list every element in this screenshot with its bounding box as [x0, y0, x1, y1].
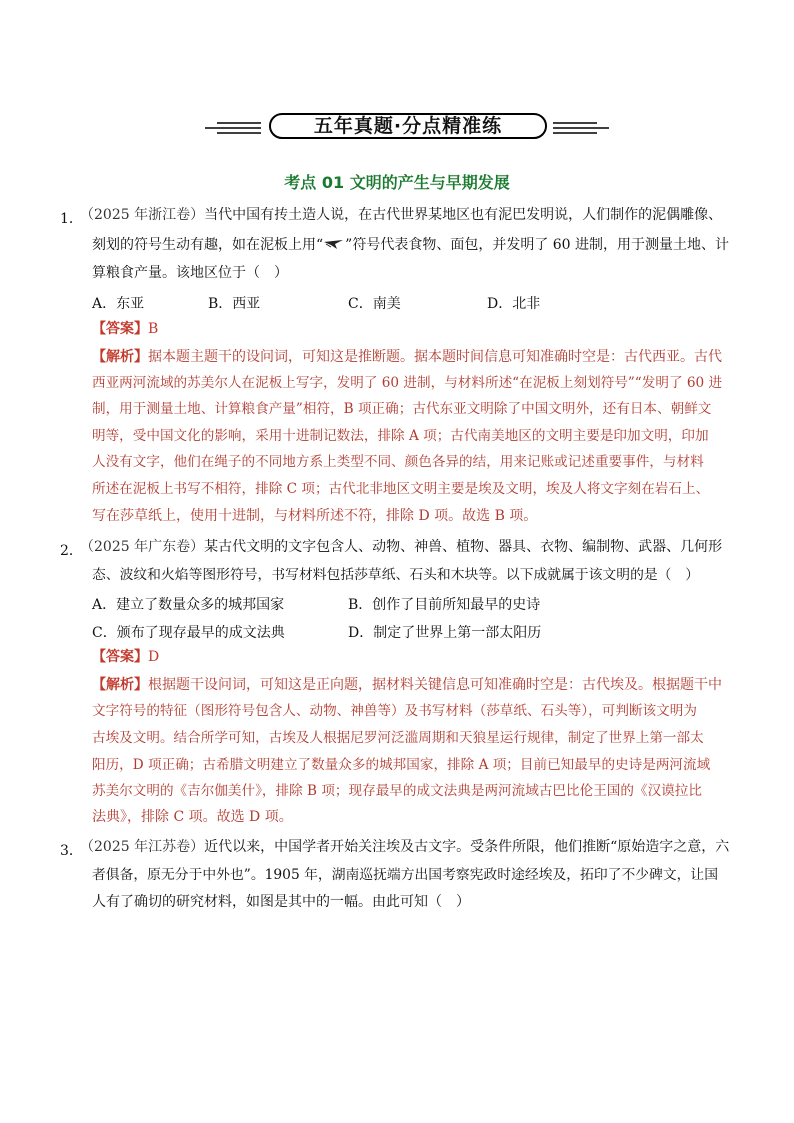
decorative-lines-right-icon	[553, 121, 609, 135]
analysis-text: 苏美尔文明的《吉尔伽美什》，排除 B 项；现存最早的成文法典是两河流域古巴比伦王国的《汉谟拉比	[92, 783, 702, 799]
question-text: ”符号代表食物、面包，并发明了 60 进制，用于测量土地、计	[345, 237, 730, 253]
answer-label: 【答案】	[92, 649, 148, 665]
analysis-text: 根据题干设问词，可知这是正向题，据材料关键信息可知准确时空是：古代埃及。根据题干中	[148, 677, 722, 693]
analysis-label: 【解析】	[92, 349, 148, 365]
analysis-text: 西亚两河流域的苏美尔人在泥板上写字，发明了 60 进制，与材料所述“在泥板上刻划符号”“发明了 60 进	[92, 375, 723, 391]
option-d[interactable]: D．北非	[487, 296, 541, 312]
option-d[interactable]: D．制定了世界上第一部太阳历	[348, 625, 542, 641]
answer-value: D	[148, 649, 160, 665]
option-c[interactable]: C．颁布了现存最早的成文法典	[92, 625, 285, 641]
question-source: （2025 年广东卷）	[80, 539, 205, 555]
question-text: 刻划的符号生动有趣，如在泥板上用“	[92, 237, 324, 253]
answer-value: B	[148, 321, 159, 337]
analysis-text: 古埃及文明。结合所学可知，古埃及人根据尼罗河泛滥周期和天狼星运行规律，制定了世界上第一部太	[92, 730, 704, 746]
analysis-text: 写在莎草纸上，使用十进制，与材料所述不符，排除 D 项。故选 B 项。	[92, 508, 538, 524]
section-title: 考点 01 文明的产生与早期发展	[284, 173, 510, 192]
question-text: 人有了确切的研究材料，如图是其中的一幅。由此可知（ ）	[92, 894, 470, 910]
banner-title: 五年真题·分点精准练	[269, 113, 547, 139]
analysis-text: 制，用于测量土地、计算粮食产量”相符，B 项正确；古代东亚文明除了中国文明外，还有日本、朝鲜文	[92, 401, 712, 417]
decorative-lines-left-icon	[205, 121, 261, 135]
option-b[interactable]: B．创作了目前所知最早的史诗	[348, 597, 541, 613]
answer-row	[92, 320, 158, 338]
option-b[interactable]: B．西亚	[208, 296, 261, 312]
analysis-text: 所述在泥板上书写不相符，排除 C 项；古代北非地区文明主要是埃及文明，埃及人将文字刻在岩石上、	[92, 481, 710, 497]
analysis-text: 人没有文字，他们在绳子的不同地方系上类型不同、颜色各异的结，用来记账或记述重要事件，与材料	[92, 454, 704, 470]
analysis-text: 阳历，D 项正确；古希腊文明建立了数量众多的城邦国家，排除 A 项；目前已知最早的史诗是两河流域	[92, 757, 711, 773]
cuneiform-symbol-icon	[323, 239, 345, 251]
question-line	[80, 538, 722, 556]
question-line	[80, 206, 722, 224]
question-number: 3．	[60, 843, 83, 859]
question-text: 某古代文明的文字包含人、动物、神兽、植物、器具、衣物、编制物、武器、几何形	[204, 539, 723, 555]
question-text: 态、波纹和火焰等图形符号，书写材料包括莎草纸、石头和木块等。以下成就属于该文明的是（ ）	[92, 567, 700, 583]
analysis-line	[92, 348, 722, 366]
question-text: 算粮食产量。该地区位于（ ）	[92, 265, 288, 281]
question-source: （2025 年浙江卷）	[80, 207, 205, 223]
analysis-text: 据本题主题干的设问词，可知这是推断题。据本题时间信息可知准确时空是：古代西亚。古代	[148, 349, 722, 365]
question-text: 近代以来，中国学者开始关注埃及古文字。受条件所限，他们推断“原始造字之意，六	[204, 839, 730, 855]
question-text: 当代中国有抟土造人说，在古代世界某地区也有泥巴发明说，人们制作的泥偶雕像、	[204, 207, 723, 223]
header-banner	[205, 113, 607, 143]
answer-label: 【答案】	[92, 321, 148, 337]
question-line	[92, 236, 729, 254]
option-a[interactable]: A．建立了数量众多的城邦国家	[92, 597, 285, 613]
question-line	[80, 838, 729, 856]
option-a[interactable]: A．东亚	[92, 296, 145, 312]
analysis-text: 法典》，排除 C 项。故选 D 项。	[92, 809, 293, 825]
question-number: 1．	[60, 211, 83, 227]
analysis-line	[92, 676, 722, 694]
analysis-text: 文字符号的特征（图形符号包含人、动物、神兽等）及书写材料（莎草纸、石头等），可判断该文明为	[92, 703, 697, 719]
question-number: 2．	[60, 543, 83, 559]
analysis-text: 明等，受中国文化的影响，采用十进制记数法，排除 A 项；古代南美地区的文明主要是印加文明，印加	[92, 428, 709, 444]
answer-row	[92, 648, 159, 666]
analysis-label: 【解析】	[92, 677, 148, 693]
option-c[interactable]: C．南美	[348, 296, 401, 312]
question-text: 者俱备，原无分于中外也”。1905 年，湖南巡抚端方出国考察宪政时途经埃及，拓印了不少碑文，让国	[92, 867, 719, 883]
question-source: （2025 年江苏卷）	[80, 839, 205, 855]
